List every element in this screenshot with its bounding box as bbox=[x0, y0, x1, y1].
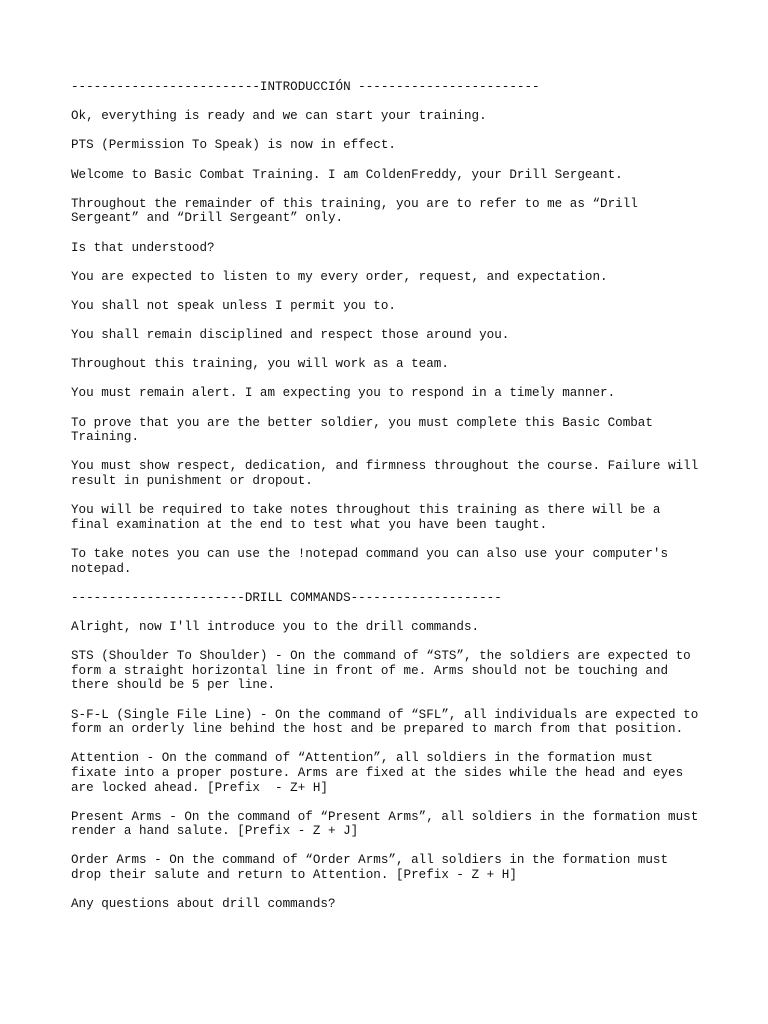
paragraph-drill-sts: STS (Shoulder To Shoulder) - On the command of “STS”, the soldiers are expected to form a straight horizontal line in front of me. Arms should not be touching and there should be 5 per line. bbox=[71, 649, 691, 693]
paragraph-intro-4: Throughout the remainder of this training, you are to refer to me as “Drill Sergeant” and “Drill Sergeant” only. bbox=[71, 196, 638, 226]
paragraph-intro-13: You will be required to take notes throughout this training as there will be a final examination at the end to test what you have been taught. bbox=[71, 503, 661, 532]
paragraph-intro-11: To prove that you are the better soldier, you must complete this Basic Combat Training. bbox=[71, 415, 653, 445]
paragraph-intro-7: You shall not speak unless I permit you to. bbox=[71, 298, 396, 313]
paragraph-drill-1: Alright, now I'll introduce you to the drill commands. bbox=[71, 619, 480, 634]
paragraph-intro-14: To take notes you can use the !notepad command you can also use your computer's notepad. bbox=[71, 547, 669, 576]
paragraph-intro-10: You must remain alert. I am expecting you to respond in a timely manner. bbox=[71, 386, 616, 401]
paragraph-drill-sfl: S-F-L (Single File Line) - On the command of “SFL”, all individuals are expected to form an orderly line behind the host and be prepared to march from that position. bbox=[71, 707, 699, 737]
section-header-drill-commands: -----------------------DRILL COMMANDS-------------------- bbox=[71, 590, 502, 605]
paragraph-intro-3: Welcome to Basic Combat Training. I am ColdenFreddy, your Drill Sergeant. bbox=[71, 167, 623, 182]
paragraph-intro-9: Throughout this training, you will work as a team. bbox=[71, 357, 449, 372]
paragraph-intro-6: You are expected to listen to my every order, request, and expectation. bbox=[71, 269, 608, 284]
paragraph-drill-questions: Any questions about drill commands? bbox=[71, 897, 336, 912]
paragraph-drill-order-arms: Order Arms - On the command of “Order Arms”, all soldiers in the formation must drop their salute and return to Attention. [Prefix - Z + H] bbox=[71, 853, 669, 883]
paragraph-intro-1: Ok, everything is ready and we can start your training. bbox=[71, 109, 487, 124]
paragraph-intro-2: PTS (Permission To Speak) is now in effect. bbox=[71, 138, 396, 153]
paragraph-intro-12: You must show respect, dedication, and firmness throughout the course. Failure will result in punishment or dropout. bbox=[71, 459, 699, 489]
paragraph-drill-attention: Attention - On the command of “Attention”, all soldiers in the formation must fixate into a proper posture. Arms are fixed at the sides while the head and eyes are locked ahead. [Prefix - Z+ H] bbox=[71, 751, 684, 795]
document-body bbox=[71, 80, 731, 926]
paragraph-intro-5: Is that understood? bbox=[71, 240, 215, 255]
paragraph-intro-8: You shall remain disciplined and respect those around you. bbox=[71, 328, 510, 343]
section-header-introduccion: -------------------------INTRODUCCIÓN ------------------------ bbox=[71, 80, 540, 94]
paragraph-drill-present-arms: Present Arms - On the command of “Present Arms”, all soldiers in the formation must render a hand salute. [Prefix - Z + J] bbox=[71, 809, 699, 839]
